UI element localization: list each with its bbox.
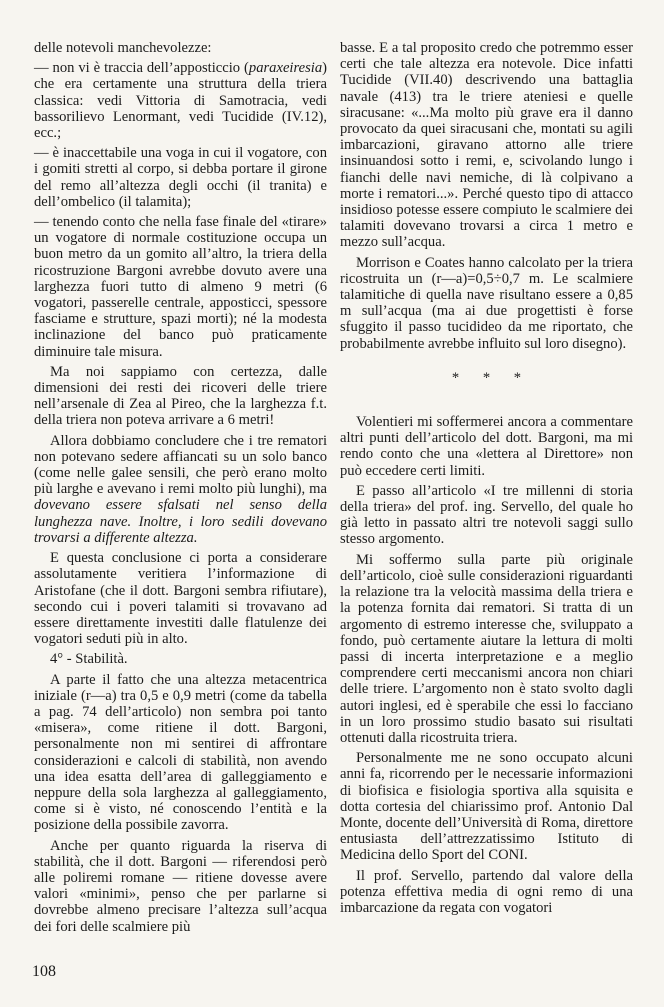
text-run: E passo all’articolo «I tre millenni di storia della triera» del prof. ing. Servello, del quale ho già letto in passato altri tre notevoli saggi sullo stesso argomento. [340,482,633,548]
text-run: basse. E a tal proposito credo che potremmo esser certi che tale altezza era notevole. Dice infatti Tucidide (VII.40) descrivendo una battaglia navale (413) tra le triere ateniesi e quelle siracusane: «...Ma molto più grave era il danno provocato da quei siracusani che, montati su agili imbarcazioni, giravano attorno alle triere insinuandosi sotto i remi, e, scivolando lungo i fianchi delle navi nemiche, di là colpivano a morte i rematori...». Perché questo tipo di attacco insidioso potesse essere compiuto le scalmiere dei talamiti dovevano trovarsi a circa 1 metro e mezzo sull’acqua. [340,40,633,251]
paragraph [34,60,327,141]
paragraph [340,552,633,746]
text-run: A parte il fatto che una altezza metacentrica iniziale (r—a) tra 0,5 e 0,9 metri (come da tabella a pag. 74 dell’articolo) non sembra poi tanto «misera», come ritiene il dott. Bargoni, personalmente non mi sentirei di affrontare considerazioni e calcoli di stabilità, non avendo una idea esatta dell’area di galleggiamento e neppure della sola larghezza al galleggiamento, come si è visto, né conoscendo l’entità e la posizione della possibile zavorra. [34,671,327,834]
right-column [340,40,633,920]
paragraph [340,750,633,863]
text-run: E questa conclusione ci porta a considerare assolutamente veritiera l’informazione di Aristofane (che il dott. Bargoni sembra rifiutare), secondo cui i poveri talamiti si trovavano ad essere direttamente investiti dalle flatulenze dei vogatori seduti più in alto. [34,550,327,648]
paragraph [340,40,633,251]
paragraph [34,145,327,210]
paragraph [34,433,327,546]
text-run: Anche per quanto riguarda la riserva di stabilità, che il dott. Bargoni — riferendosi però alle poliremi romane — ritiene dovesse avere valori «minimi», penso che per parlarne si dovrebbe almeno precisare l’altezza sull’acqua dei fori delle scalmiere più [34,837,327,935]
paragraph [340,414,633,479]
text-run: Mi soffermo sulla parte più originale dell’articolo, cioè sulle considerazioni riguardanti la relazione tra la velocità massima della triera e la potenza fornita dai rematori. Si tratta di un argomento di estremo interesse che, sviluppato a fondo, può certamente aiutare la lettura di molti passi di incerta interpretazione e a meglio comprendere certi meccanismi ancora non chiari delle triere. L’argomento non è stato svolto dagli autori inglesi, ed è sperabile che essi lo facciano in un loro prossimo studio basato sui risultati ottenuti dalla ricostruita triera. [340,551,633,746]
text-run: — non vi è traccia dell’apposticcio ( [34,60,249,77]
paragraph [34,838,327,935]
text-run: Allora dobbiamo concludere che i tre rematori non potevano sedere affiancati su un solo banco (come nelle galee sensili, che però erano molto più larghe e avevano i remi molto più lunghi), ma [34,432,327,498]
italic-text: dovevano essere sfalsati nel senso della lunghezza nave. Inoltre, i loro sedili dovevano trovarsi a differente altezza. [34,497,327,546]
paragraph [34,651,327,667]
italic-text: paraxeiresia [248,60,323,77]
text-run: Personalmente me ne sono occupato alcuni anni fa, ricorrendo per le necessarie informazioni di biofisica e fisiologia sportiva alla squisita e dotta cortesia del chiarissimo prof. Antonio Dal Monte, docente dell’Università di Roma, direttore entusiasta dell’attrezzatissimo Istituto di Medicina dello Sport del CONI. [340,750,633,864]
text-run: ) che era certamente una struttura della triera classica: vedi Vittoria di Samotracia, vedi bassorilievo Lenormant, vedi Tucidide (IV.12), ecc.; [34,60,327,142]
paragraph [34,40,327,56]
text-run: delle notevoli manchevolezze: [34,40,212,56]
section-separator [340,370,633,386]
text-run: — tenendo conto che nella fase finale del «tirare» un vogatore di normale costituzione occupa un buon metro da un gomito all’altro, la triera della ricostruzione Bargoni avrebbe dovuto avere una larghezza fuori tutto di almeno 9 metri (6 vogatori, passerelle centrale, apposticci, spessore fasciame e strutture, spazi morti); né la modesta inclinazione del banco può praticamente diminuire tale misura. [34,214,327,360]
text-run: Volentieri mi soffermerei ancora a commentare altri punti dell’articolo del dott. Bargoni, ma mi rendo conto che una «lettera al Direttore» non può eccedere certi limiti. [340,414,633,479]
text-run: 4° - Stabilità. [50,651,128,668]
paragraph [34,364,327,429]
text-run: Ma noi sappiamo con certezza, dalle dimensioni dei resti dei ricoveri delle triere nell’arsenale di Zea al Pireo, che la larghezza f.t. della triera non poteva arrivare a 6 metri! [34,363,327,429]
text-run: — è inaccettabile una voga in cui il vogatore, con i gomiti stretti al corpo, si debba portare il girone del remo all’altezza degli occhi (il tranita) e dell’ombelico (il talamita); [34,145,327,210]
paragraph [340,868,633,917]
paragraph [34,672,327,834]
page-number: 108 [32,963,56,980]
text-run: Morrison e Coates hanno calcolato per la triera ricostruita un (r—a)=0,5÷0,7 m. Le scalmiere talamitiche di quella nave risultano essere a 0,85 m sull’acqua (ma ai due progettisti è forse sfuggito il passo tucidideo da me riportato, che probabilmente avrebbe influito sul loro disegno). [340,254,633,352]
paragraph [340,483,633,548]
left-column [34,40,327,939]
paragraph [34,550,327,647]
text-run: Il prof. Servello, partendo dal valore della potenza effettiva media di ogni remo di una imbarcazione da regata con vogatori [340,867,633,916]
paragraph [34,214,327,360]
paragraph [340,255,633,352]
text-run: * * * [451,369,532,386]
